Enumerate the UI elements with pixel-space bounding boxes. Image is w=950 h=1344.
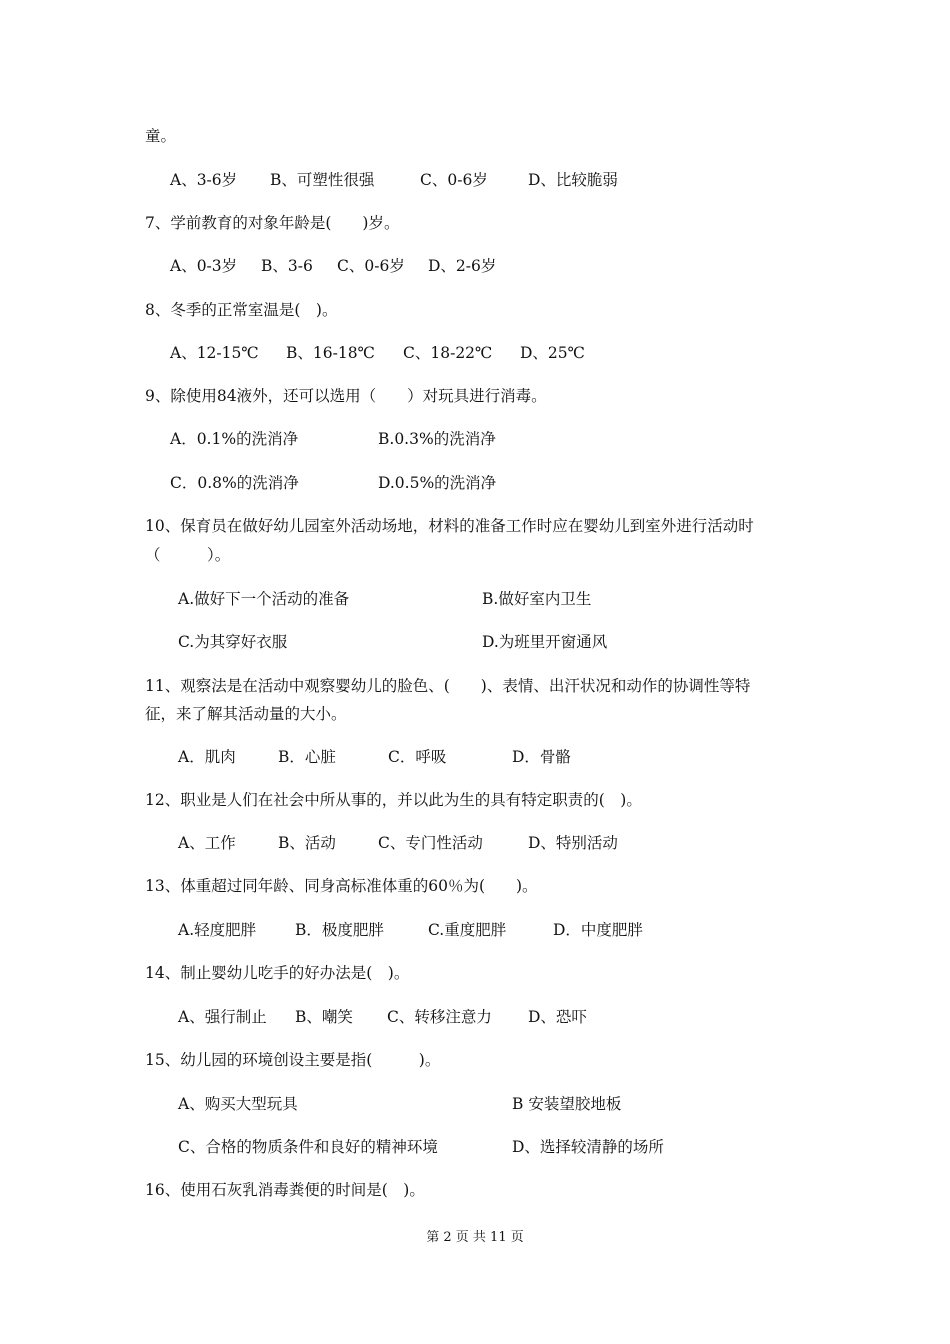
option-c: C．0.8%的洗消净 — [170, 474, 299, 492]
question-11-line-2: 征，来了解其活动量的大小。 — [145, 705, 347, 723]
option-d: D、特别活动 — [528, 834, 618, 852]
question-12: 12、职业是人们在社会中所从事的，并以此为生的具有特定职责的( )。 — [145, 791, 642, 809]
option-a: A、3-6岁 — [170, 171, 238, 189]
option-d: D.0.5%的洗消净 — [378, 474, 497, 492]
option-c: C、合格的物质条件和良好的精神环境 — [178, 1138, 438, 1156]
option-d: D．中度肥胖 — [553, 921, 643, 939]
question-14: 14、制止婴幼儿吃手的好办法是( )。 — [145, 964, 410, 982]
option-c: C、专门性活动 — [378, 834, 483, 852]
option-a: A、强行制止 — [178, 1008, 267, 1026]
option-a: A．肌肉 — [178, 748, 236, 766]
option-b: B．极度肥胖 — [295, 921, 384, 939]
option-b: B.0.3%的洗消净 — [378, 430, 496, 448]
option-c: C、18-22℃ — [403, 344, 493, 362]
option-a: A、0-3岁 — [170, 257, 238, 275]
option-c: C．呼吸 — [388, 748, 447, 766]
option-d: D、比较脆弱 — [528, 171, 618, 189]
option-d: D、恐吓 — [528, 1008, 587, 1026]
option-c: C.为其穿好衣服 — [178, 633, 288, 651]
option-d: D、选择较清静的场所 — [512, 1138, 664, 1156]
question-continuation: 童。 — [145, 127, 177, 145]
option-a: A.做好下一个活动的准备 — [178, 590, 350, 608]
question-13: 13、体重超过同年龄、同身高标准体重的60％为( )。 — [145, 877, 538, 895]
option-b: B．心脏 — [278, 748, 336, 766]
option-d: D、25℃ — [520, 344, 585, 362]
option-a: A、12-15℃ — [170, 344, 259, 362]
option-d: D、2-6岁 — [428, 257, 497, 275]
question-9: 9、除使用84液外，还可以选用（ ）对玩具进行消毒。 — [145, 387, 547, 405]
option-c: C.重度肥胖 — [428, 921, 507, 939]
option-a: A、购买大型玩具 — [178, 1095, 298, 1113]
question-10-line-2: （ ）。 — [145, 546, 231, 564]
option-d: D．骨骼 — [512, 748, 571, 766]
question-15: 15、幼儿园的环境创设主要是指( )。 — [145, 1051, 441, 1069]
option-c: C、转移注意力 — [387, 1008, 492, 1026]
page-number-footer: 第 2 页 共 11 页 — [426, 1230, 524, 1245]
option-a: A、工作 — [178, 834, 236, 852]
question-16: 16、使用石灰乳消毒粪便的时间是( )。 — [145, 1181, 425, 1199]
option-c: C、0-6岁 — [420, 171, 488, 189]
option-b: B、可塑性很强 — [270, 171, 375, 189]
option-b: B、嘲笑 — [295, 1008, 353, 1026]
option-b: B、16-18℃ — [286, 344, 375, 362]
option-c: C、0-6岁 — [337, 257, 405, 275]
option-b: B、3-6 — [261, 257, 313, 275]
question-7: 7、学前教育的对象年龄是( )岁。 — [145, 214, 400, 232]
question-11-line-1: 11、观察法是在活动中观察婴幼儿的脸色、( )、表情、出汗状况和动作的协调性等特 — [145, 677, 751, 695]
question-8: 8、冬季的正常室温是( )。 — [145, 301, 338, 319]
option-a: A.轻度肥胖 — [178, 921, 257, 939]
question-10-line-1: 10、保育员在做好幼儿园室外活动场地，材料的准备工作时应在婴幼儿到室外进行活动时 — [145, 517, 754, 535]
option-a: A．0.1%的洗消净 — [170, 430, 299, 448]
option-b: B.做好室内卫生 — [482, 590, 592, 608]
option-b: B 安装望胶地板 — [512, 1095, 622, 1113]
option-b: B、活动 — [278, 834, 336, 852]
option-d: D.为班里开窗通风 — [482, 633, 608, 651]
